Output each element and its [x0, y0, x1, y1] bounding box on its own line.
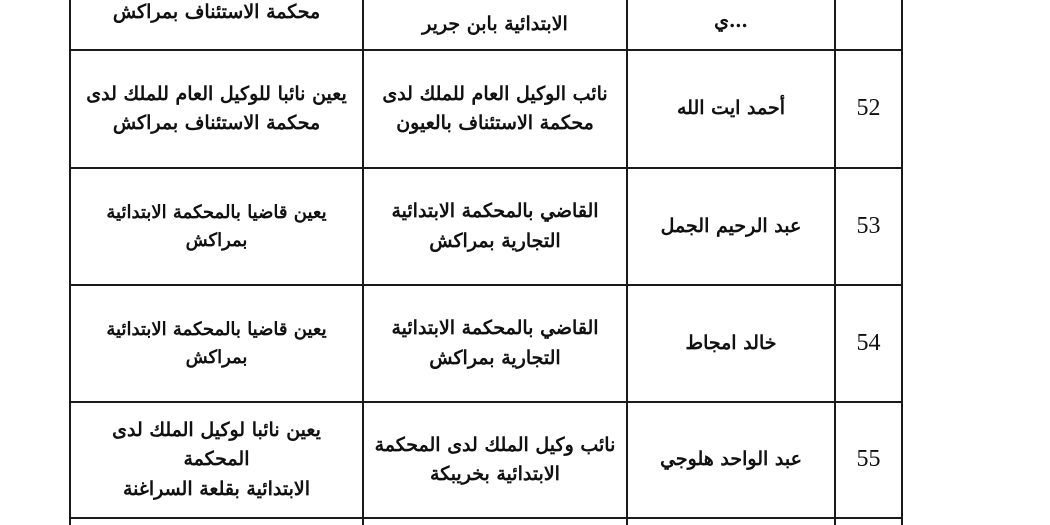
new-position: يعين قاضيا بالمحكمة الابتدائية بمراكش: [106, 318, 327, 368]
name-cell: [628, 0, 834, 49]
row-number: 54: [856, 329, 881, 356]
new-position-cell: [71, 286, 362, 401]
name-cell: [628, 286, 834, 401]
current-position: القاضي بالمحكمة الابتدائية التجارية بمراكش: [391, 200, 599, 252]
person-name: عبد الواحد هلوجي: [660, 448, 802, 471]
current-position-cell: [364, 169, 626, 284]
person-name: عبد الرحيم الجمل: [660, 214, 802, 237]
name-cell: [628, 51, 834, 167]
current-position: نائب وكيل الملك لدى المحكمة الابتدائية بخريبكة: [374, 433, 616, 485]
row-number: 53: [856, 212, 881, 239]
new-position: يعين نائبا للوكيل العام للملك لدى محكمة الاستئناف بمراكش: [86, 82, 347, 134]
row-number-cell: [836, 0, 901, 49]
row-number-cell: [836, 169, 901, 284]
new-position-cell: [71, 403, 362, 517]
new-position-cell: [71, 169, 362, 284]
row-number: 52: [856, 95, 881, 122]
new-position: محكمة الاستئناف بمراكش: [112, 0, 321, 23]
person-name: أحمد ايت الله: [677, 97, 785, 120]
new-position: يعين قاضيا بالمحكمة الابتدائية بمراكش: [106, 201, 327, 251]
new-position-cell: [71, 51, 362, 167]
row-divider: [69, 517, 903, 519]
person-name: …ي: [714, 9, 748, 32]
current-position: الابتدائية بابن جرير: [422, 12, 568, 35]
current-position: نائب الوكيل العام للملك لدى محكمة الاستئناف بالعيون: [382, 82, 608, 134]
current-position-cell: [364, 51, 626, 167]
current-position: القاضي بالمحكمة الابتدائية التجارية بمراكش: [391, 317, 599, 369]
row-number-cell: [836, 286, 901, 401]
new-position-cell: [71, 0, 362, 49]
row-number: 55: [856, 446, 881, 473]
table-border-right: [901, 0, 903, 525]
person-name: خالد امجاط: [685, 331, 777, 354]
row-number-cell: [836, 403, 901, 517]
current-position-cell: [364, 0, 626, 49]
name-cell: [628, 169, 834, 284]
current-position-cell: [364, 286, 626, 401]
new-position: يعين نائبا لوكيل الملك لدى المحكمة الابتدائية بقلعة السراغنة: [112, 418, 321, 500]
row-number-cell: [836, 51, 901, 167]
current-position-cell: [364, 403, 626, 517]
name-cell: [628, 403, 834, 517]
